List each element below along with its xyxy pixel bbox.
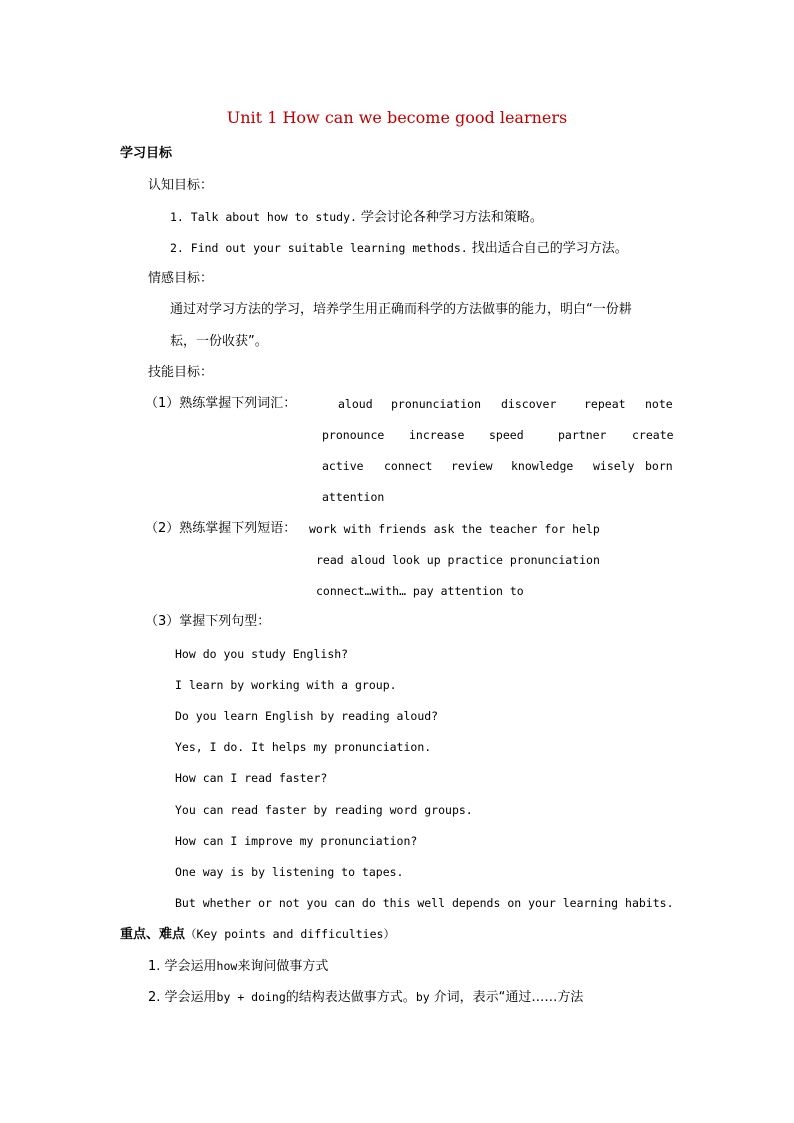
key-point-1-prefix: 1. 学会运用 <box>148 959 217 974</box>
phrase-label: （2）熟练掌握下列短语： <box>145 521 297 536</box>
key-point-2-prefix: 2. 学会运用 <box>148 990 217 1005</box>
cognitive-item-2-en: 2. Find out your suitable learning methods. <box>170 241 468 255</box>
emotional-label: 情感目标： <box>148 271 214 286</box>
sentence-pattern: But whether or not you can do this well depends on your learning habits. <box>175 896 674 910</box>
phrase-row: read aloud look up practice pronunciation <box>316 553 600 567</box>
sentence-pattern: One way is by listening to tapes. <box>175 865 404 879</box>
vocab-word: partner <box>558 428 607 442</box>
key-point-2 <box>148 989 583 1006</box>
vocab-label: （1）熟练掌握下列词汇： <box>145 396 297 411</box>
sentence-pattern: Do you learn English by reading aloud? <box>175 709 439 723</box>
vocab-word: create <box>632 428 674 442</box>
key-point-2-term: by + doing <box>216 990 286 1004</box>
cognitive-label: 认知目标： <box>148 178 214 193</box>
vocab-word: pronunciation <box>391 397 482 411</box>
cognitive-item-1 <box>170 209 543 226</box>
skills-label: 技能目标： <box>148 365 214 380</box>
sentence-pattern: How do you study English? <box>175 647 349 661</box>
sentence-pattern: Yes, I do. It helps my pronunciation. <box>175 740 432 754</box>
cognitive-item-2-cn: 找出适合自己的学习方法。 <box>471 241 628 256</box>
cognitive-item-1-cn: 学会讨论各种学习方法和策略。 <box>360 210 543 225</box>
vocab-word: aloud <box>338 397 373 411</box>
vocab-word: review <box>451 459 493 473</box>
vocab-word: speed <box>489 428 524 442</box>
key-point-2-rest: 介词，表示“通过……方法 <box>433 990 584 1005</box>
sentence-pattern: How can I improve my pronunciation? <box>175 834 418 848</box>
vocab-word: increase <box>409 428 465 442</box>
emotional-line-1: 通过对学习方法的学习，培养学生用正确而科学的方法做事的能力，明白“一份耕 <box>170 302 632 317</box>
vocab-word: attention <box>322 490 385 504</box>
cognitive-item-2 <box>170 240 628 257</box>
vocab-word: connect <box>384 459 433 473</box>
sentence-pattern: How can I read faster? <box>175 771 328 785</box>
vocab-word: note <box>645 397 673 411</box>
vocab-word: born <box>645 459 673 473</box>
key-point-2-term-by: by <box>415 990 430 1004</box>
cognitive-item-1-en: 1. Talk about how to study. <box>170 210 357 224</box>
key-points-heading-en: （Key points and difficulties） <box>185 927 395 941</box>
vocab-word: discover <box>501 397 557 411</box>
key-point-1-term: how <box>216 959 238 973</box>
phrase-row: connect…with… pay attention to <box>316 584 524 598</box>
key-point-2-mid: 的结构表达做事方式。 <box>285 990 416 1005</box>
vocab-word: knowledge <box>511 459 574 473</box>
emotional-line-2: 耘，一份收获”。 <box>170 334 268 349</box>
phrase-row: work with friends ask the teacher for help <box>309 522 600 536</box>
vocab-word: wisely <box>593 459 635 473</box>
sentence-pattern: You can read faster by reading word groups. <box>175 803 473 817</box>
vocab-word: active <box>322 459 364 473</box>
vocab-word: repeat <box>584 397 626 411</box>
key-point-1 <box>148 958 328 975</box>
key-points-heading <box>120 926 395 943</box>
objectives-heading: 学习目标 <box>120 146 173 161</box>
sentence-label: （3）掌握下列句型： <box>145 614 271 629</box>
page-title: Unit 1 How can we become good learners <box>226 108 568 127</box>
vocab-word: pronounce <box>322 428 385 442</box>
key-point-1-rest: 来询问做事方式 <box>237 959 329 974</box>
sentence-pattern: I learn by working with a group. <box>175 678 397 692</box>
key-points-heading-cn: 重点、难点 <box>120 927 186 942</box>
